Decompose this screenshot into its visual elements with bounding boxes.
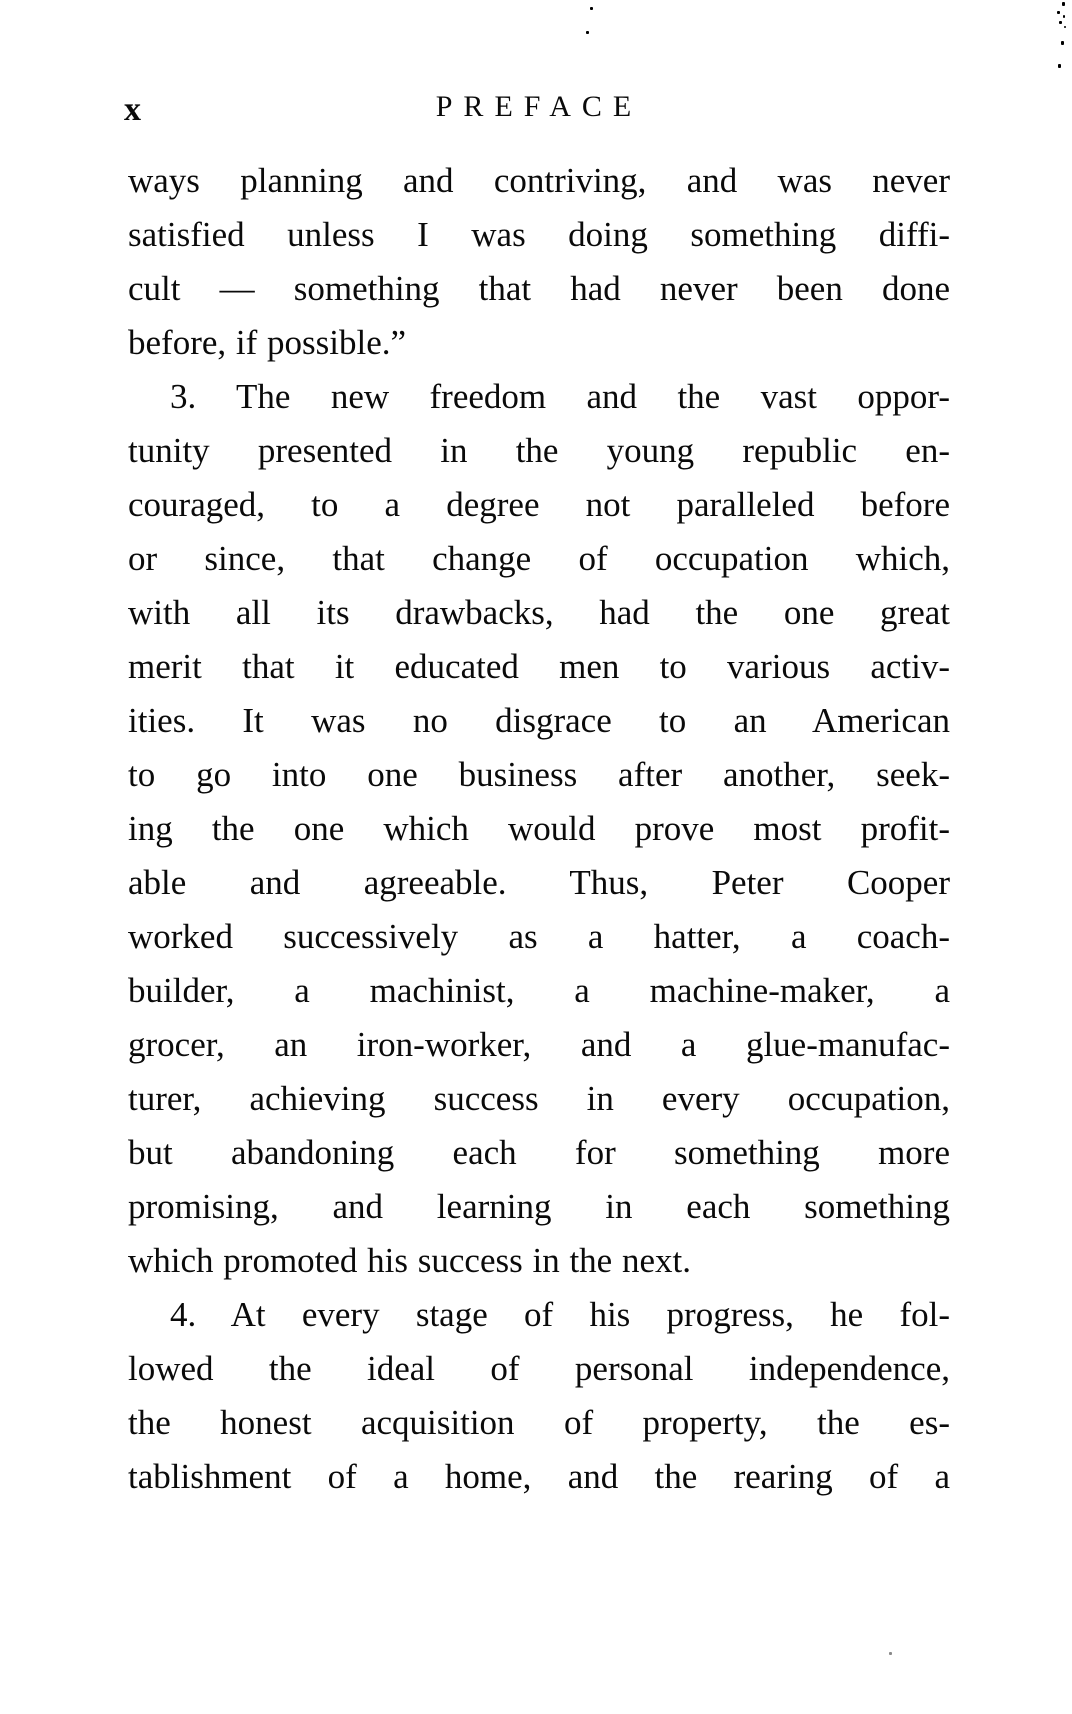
body-line-10: merit that it educated men to various activ- [128, 647, 950, 686]
body-text-block [128, 154, 950, 1504]
body-line-3: cult — something that had never been done [128, 269, 950, 308]
scan-speck [1064, 26, 1066, 28]
body-line-1: ways planning and contriving, and was never [128, 161, 950, 200]
body-line-6: tunity presented in the young republic en- [128, 431, 950, 470]
body-line-25: tablishment of a home, and the rearing of a [128, 1457, 950, 1496]
page-number: x [124, 91, 141, 128]
scan-speck [586, 31, 589, 34]
body-line-8: or since, that change of occupation which, [128, 539, 950, 578]
body-line-21: which promoted his success in the next. [128, 1241, 691, 1280]
body-line-15: worked successively as a hatter, a coach- [128, 917, 950, 956]
body-line-19: but abandoning each for something more [128, 1133, 950, 1172]
body-line-2: satisfied unless I was doing something diffi- [128, 215, 950, 254]
body-line-24: the honest acquisition of property, the es- [128, 1403, 950, 1442]
body-line-4: before, if possible.” [128, 323, 407, 362]
body-line-7: couraged, to a degree not paralleled before [128, 485, 950, 524]
body-line-11: ities. It was no disgrace to an American [128, 701, 950, 740]
body-line-12: to go into one business after another, seek- [128, 755, 950, 794]
scan-speck [1063, 15, 1065, 18]
scan-speck [1062, 2, 1065, 6]
scan-speck [1059, 21, 1062, 24]
body-line-18: turer, achieving success in every occupation, [128, 1079, 950, 1118]
body-line-9: with all its drawbacks, had the one great [128, 593, 950, 632]
body-line-20: promising, and learning in each something [128, 1187, 950, 1226]
scan-speck [1057, 11, 1060, 14]
body-line-14: able and agreeable. Thus, Peter Cooper [128, 863, 950, 902]
scan-speck [1058, 64, 1061, 68]
scan-speck [590, 7, 593, 10]
body-line-17: grocer, an iron-worker, and a glue-manufac- [128, 1025, 950, 1064]
body-line-5-paragraph-3-start: 3. The new freedom and the vast oppor- [170, 377, 950, 416]
preface-header: PREFACE [435, 90, 643, 123]
body-line-13: ing the one which would prove most profit- [128, 809, 950, 848]
body-line-16: builder, a machinist, a machine-maker, a [128, 971, 950, 1010]
body-line-23: lowed the ideal of personal independence, [128, 1349, 950, 1388]
scan-speck [889, 1652, 892, 1655]
scan-speck [1061, 41, 1064, 45]
body-line-22-paragraph-4-start: 4. At every stage of his progress, he fol- [170, 1295, 950, 1334]
